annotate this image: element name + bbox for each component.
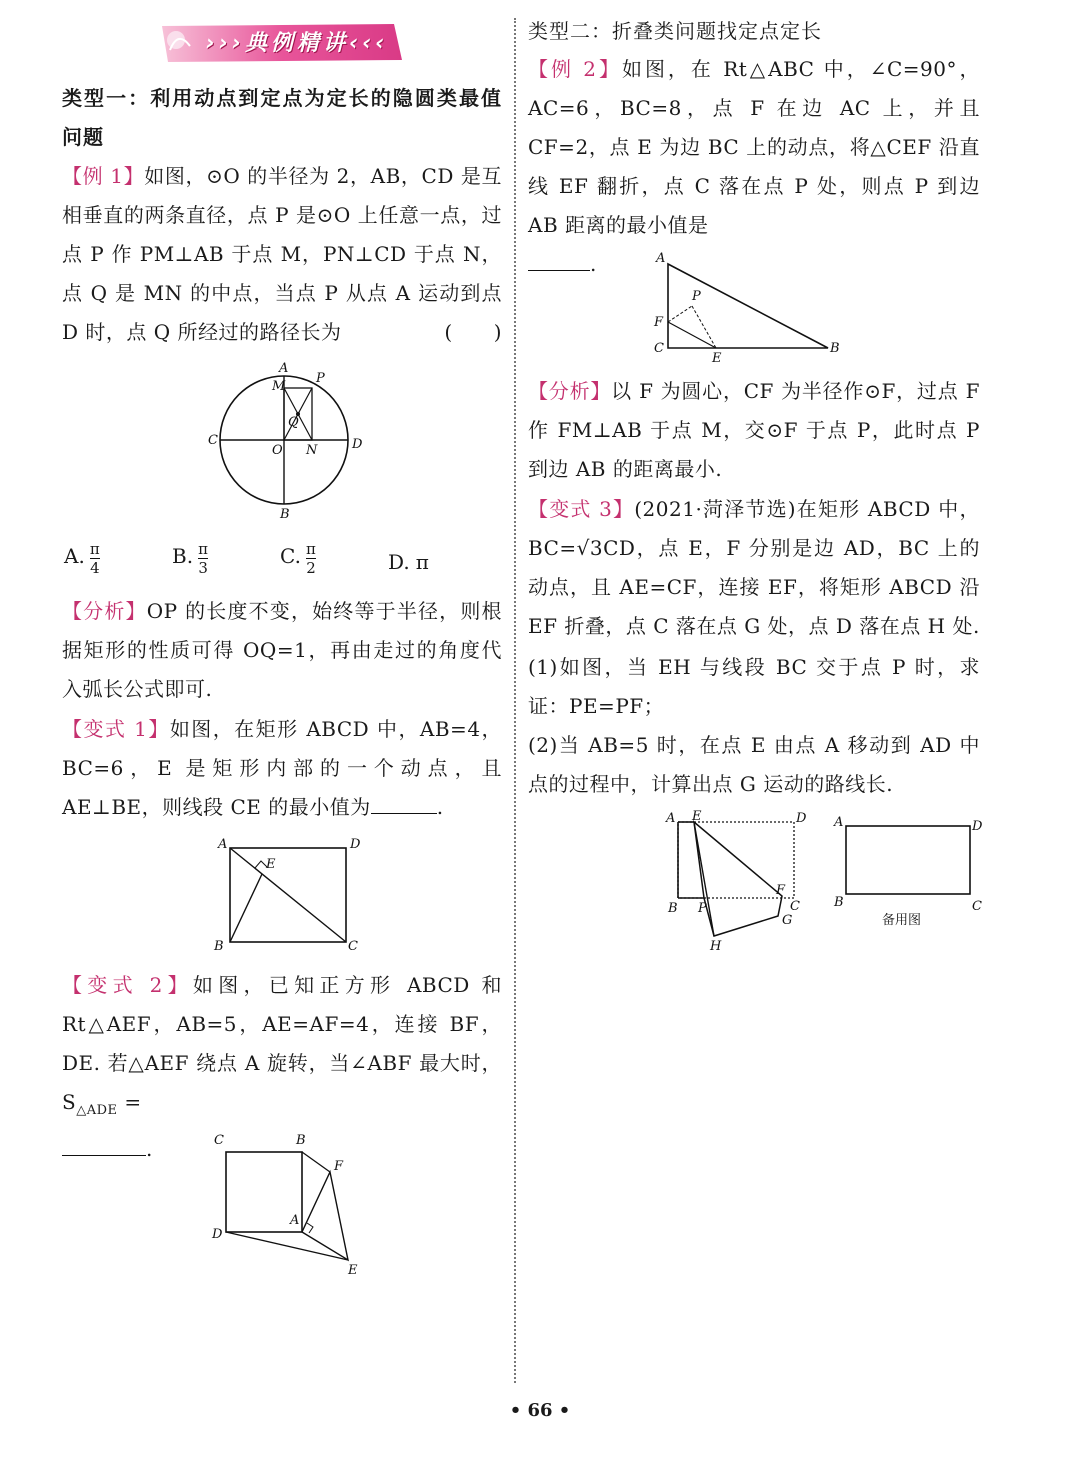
- label-E: E: [712, 351, 722, 366]
- label-D: D: [796, 811, 807, 826]
- label-A: A: [834, 815, 844, 830]
- label-P: P: [316, 371, 325, 386]
- label-A: A: [656, 251, 666, 266]
- label-C: C: [654, 341, 664, 356]
- example1-body: 如图，⊙O 的半径为 2，AB，CD 是互相垂直的两条直径，点 P 是⊙O 上任意一点，过点 P 作 PM⊥AB 于点 M，PN⊥CD 于点 N，点 Q 是 MN 的中点，当点 P 从点 A 运动到点 D 时，点 Q 所经过的路径长为: [62, 164, 502, 344]
- choice-d[interactable]: [388, 540, 429, 584]
- label-D: D: [352, 437, 363, 452]
- variant2-figure: [208, 1126, 378, 1276]
- label-H: H: [710, 939, 722, 954]
- variant3-body: (2021·菏泽节选)在矩形 ABCD 中，BC=√3CD，点 E，F 分别是边 AD，BC 上的动点，且 AE=CF，连接 EF，将矩形 ABCD 沿 EF 折叠，点 C 落在点 G 处，点 D 落在点 H 处.: [528, 497, 980, 638]
- choice-a[interactable]: [64, 540, 100, 577]
- label-N: N: [306, 443, 318, 458]
- analysis1-body: OP 的长度不变，始终等于半径，则根据矩形的性质可得 OQ=1，再由走过的角度代入弧长公式即可.: [62, 599, 503, 701]
- label-A: A: [666, 811, 676, 826]
- label-D: D: [350, 837, 361, 852]
- choice-a-den: 4: [90, 559, 100, 577]
- column-divider: [514, 18, 516, 1383]
- example2-text: 【例 2】如图，在 Rt△ABC 中，∠C=90°，AC=6，BC=8，点 F 在边 AC 上，并且 CF=2，点 E 为边 BC 上的动点，将△CEF 沿直线 EF 翻折，点 C 落在点 P 处，则点 P 到边 AB 距离的最小值是 .: [528, 57, 980, 276]
- label-C: C: [348, 939, 358, 954]
- choice-d-letter: D.: [388, 550, 410, 574]
- page-number: • 66 •: [509, 1400, 571, 1421]
- example1-figure: [202, 358, 382, 523]
- label-G: G: [782, 913, 793, 928]
- variant3-tag: 【变式 3】: [528, 497, 635, 521]
- example2-body: 如图，在 Rt△ABC 中，∠C=90°，AC=6，BC=8，点 F 在边 AC 上，并且 CF=2，点 E 为边 BC 上的动点，将△CEF 沿直线 EF 翻折，点 C 落在点 P 处，则点 P 到边 AB 距离的最小值是: [528, 57, 980, 237]
- answer-paren: ( ): [444, 320, 502, 344]
- label-B: B: [834, 895, 844, 910]
- example2-blank[interactable]: [528, 248, 590, 271]
- analysis1-tag: 【分析】: [62, 599, 147, 623]
- label-C: C: [790, 899, 800, 914]
- variant2-blank[interactable]: [62, 1133, 146, 1156]
- choice-a-letter: A.: [64, 544, 85, 568]
- type1-heading: 类型一：利用动点到定点为定长的隐圆类最值问题: [62, 86, 502, 149]
- label-E: E: [348, 1263, 358, 1276]
- label-C: C: [972, 899, 982, 914]
- label-B: B: [214, 939, 224, 954]
- choice-c-letter: C.: [280, 544, 301, 568]
- choice-b-letter: B.: [172, 544, 194, 568]
- variant2-body: 如图，已知正方形 ABCD 和 Rt△AEF，AB=5，AE=AF=4，连接 BF，DE. 若△AEF 绕点 A 旋转，当∠ABF 最大时，S: [62, 973, 502, 1114]
- label-O: O: [272, 443, 283, 458]
- label-B: B: [280, 507, 290, 522]
- example2-tag: 【例 2】: [528, 57, 622, 81]
- example1-tag: 【例 1】: [62, 164, 145, 188]
- label-A: A: [290, 1213, 300, 1228]
- variant2-tag: 【变式 2】: [62, 973, 193, 997]
- label-B: B: [296, 1133, 306, 1148]
- choice-a-num: π: [89, 540, 100, 558]
- choice-d-value: π: [415, 550, 429, 574]
- label-B: B: [830, 341, 840, 356]
- analysis2: [528, 372, 980, 489]
- type2-heading: 类型二：折叠类问题找定点定长: [528, 19, 822, 43]
- choice-b-den: 3: [198, 559, 208, 577]
- choice-b[interactable]: [172, 540, 208, 577]
- choices-row: [62, 540, 502, 586]
- example1-text: [62, 157, 502, 352]
- spare-figure: [830, 810, 990, 934]
- example2-figure: [648, 246, 848, 368]
- section-banner: [158, 20, 404, 66]
- variant3-text: [528, 490, 980, 646]
- label-A: A: [218, 837, 228, 852]
- label-F: F: [776, 883, 786, 898]
- label-D: D: [972, 819, 983, 834]
- question2: (2)当 AB=5 时，在点 E 由点 A 移动到 AD 中点的过程中，计算出点 G 运动的路线长.: [528, 733, 980, 796]
- label-E: E: [266, 857, 276, 872]
- label-D: D: [212, 1227, 223, 1242]
- label-A: A: [279, 361, 289, 376]
- choice-c-num: π: [306, 540, 316, 558]
- question1: (1)如图，当 EH 与线段 BC 交于点 P 时，求证：PE=PF；: [528, 655, 980, 718]
- spare-caption: 备用图: [882, 913, 922, 928]
- variant1-blank[interactable]: [371, 791, 437, 814]
- choice-c-den: 2: [306, 559, 316, 577]
- label-E: E: [692, 809, 702, 824]
- label-C: C: [214, 1133, 224, 1148]
- analysis2-body: 以 F 为圆心，CF 为半径作⊙F，过点 F 作 FM⊥AB 于点 M，交⊙F 于点 P，此时点 P 到边 AB 的距离最小.: [528, 379, 981, 481]
- choice-c[interactable]: [280, 540, 316, 577]
- variant2-text: 【变式 2】如图，已知正方形 ABCD 和 Rt△AEF，AB=5，AE=AF=4，连接 BF，DE. 若△AEF 绕点 A 旋转，当∠ABF 最大时，$S_{\triangle ADE}$ = .: [62, 973, 502, 1161]
- variant1-tag: 【变式 1】: [62, 717, 170, 741]
- choice-b-num: π: [198, 540, 209, 558]
- variant1-figure: [208, 834, 378, 956]
- banner-title: ›››典例精讲‹‹‹: [205, 31, 389, 56]
- variant3-figure: [664, 804, 814, 954]
- variant2-subscript: △ADE: [76, 1103, 118, 1118]
- variant1-body: 如图，在矩形 ABCD 中，AB=4，BC=6，E 是矩形内部的一个动点，且 AE⊥BE，则线段 CE 的最小值为: [62, 717, 502, 819]
- label-C: C: [208, 433, 218, 448]
- label-P: P: [692, 289, 701, 304]
- label-B: B: [668, 901, 678, 916]
- label-P: P: [698, 901, 707, 916]
- analysis2-tag: 【分析】: [528, 379, 612, 403]
- label-F: F: [334, 1159, 344, 1174]
- variant1-text: 【变式 1】如图，在矩形 ABCD 中，AB=4，BC=6，E 是矩形内部的一个动点，且 AE⊥BE，则线段 CE 的最小值为 .: [62, 717, 502, 819]
- analysis1: [62, 592, 502, 709]
- label-F: F: [654, 315, 664, 330]
- label-Q: Q: [288, 415, 299, 430]
- label-M: M: [272, 379, 286, 394]
